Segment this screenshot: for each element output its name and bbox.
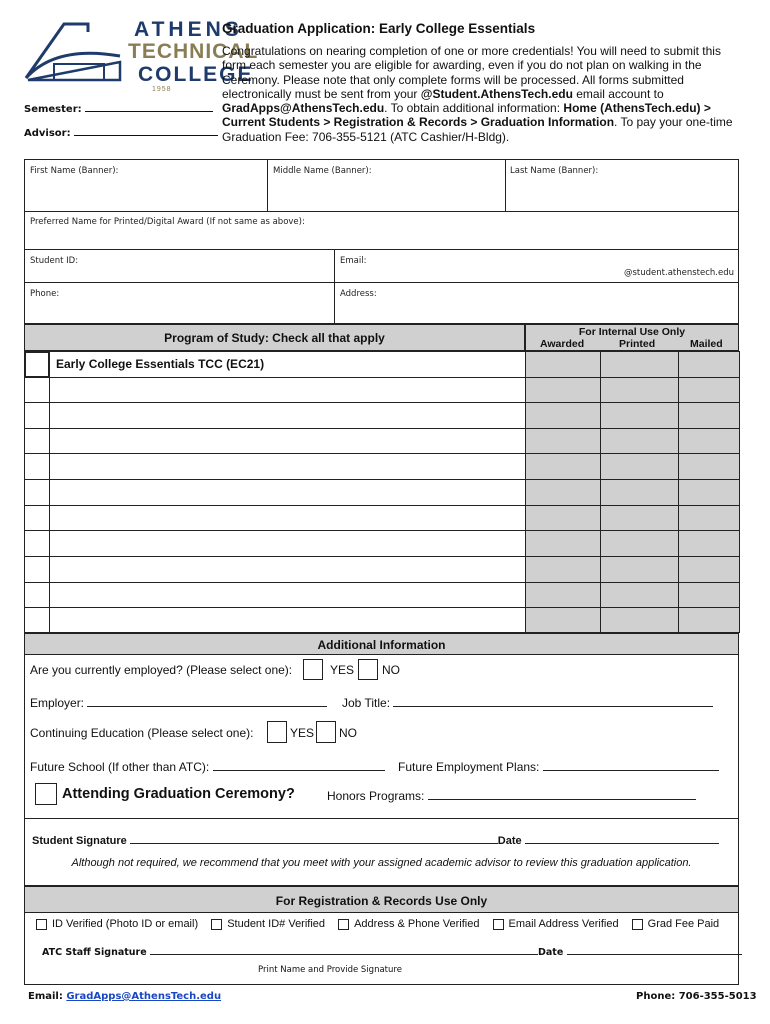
- printed-cell: [600, 607, 679, 633]
- printed-cell: [600, 505, 679, 531]
- intro-paragraph: Congratulations on nearing completion of one or more credentials! You will need to submit this form each semester you are eligible for awarding, even if you do not plan on walking in the Ceremony. Please note that only complete forms will be processed. All forms submitted electronically must be sent from your @Student.AthensTech.edu email account to GradApps@AthensTech.edu. To obtain additional information: Home (AthensTech.edu) > Current Students > Registration & Records > Graduation Information. To pay your one-time Graduation Fee: 706-355-5121 (ATC Cashier/H-Bldg).: [222, 44, 733, 144]
- student-signature-field[interactable]: Student Signature Date: [32, 834, 719, 847]
- printed-cell: [600, 453, 679, 480]
- printed-cell: [600, 402, 679, 429]
- awarded-cell: [525, 582, 601, 608]
- print-name-caption: Print Name and Provide Signature: [258, 965, 402, 975]
- first-name-field[interactable]: First Name (Banner):: [30, 166, 119, 176]
- job-title-field[interactable]: Job Title:: [342, 696, 713, 710]
- awarded-cell: [525, 479, 601, 506]
- employer-field[interactable]: Employer:: [30, 696, 327, 710]
- mailed-cell: [678, 607, 740, 633]
- program-name-cell[interactable]: [49, 556, 526, 583]
- email-verified-check[interactable]: Email Address Verified: [493, 918, 619, 930]
- program-checkbox[interactable]: [24, 479, 50, 506]
- student-id-field[interactable]: Student ID:: [30, 256, 79, 266]
- student-id-verified-check[interactable]: Student ID# Verified: [211, 918, 325, 930]
- awarded-cell: [525, 607, 601, 633]
- footer-phone: Phone: 706-355-5013: [636, 991, 757, 1002]
- printed-cell: [600, 582, 679, 608]
- mailed-cell: [678, 351, 740, 378]
- program-checkbox[interactable]: [24, 428, 50, 454]
- future-plans-field[interactable]: Future Employment Plans:: [398, 760, 719, 774]
- awarded-cell: [525, 351, 601, 378]
- awarded-cell: [525, 453, 601, 480]
- phone-field[interactable]: Phone:: [30, 289, 60, 299]
- internal-use-header: For Internal Use Only Awarded Printed Mailed: [525, 324, 739, 351]
- mailed-cell: [678, 556, 740, 583]
- attending-ceremony-checkbox[interactable]: [35, 783, 57, 805]
- future-school-field[interactable]: Future School (If other than ATC):: [30, 760, 385, 774]
- program-name-cell[interactable]: [49, 607, 526, 633]
- program-name-cell[interactable]: [49, 453, 526, 480]
- footer-email-link[interactable]: GradApps@AthensTech.edu: [66, 991, 222, 1002]
- last-name-field[interactable]: Last Name (Banner):: [510, 166, 599, 176]
- program-name-cell[interactable]: [49, 377, 526, 403]
- employed-no-checkbox[interactable]: [358, 659, 378, 680]
- form-title: Graduation Application: Early College Essentials: [222, 21, 536, 36]
- program-name-cell[interactable]: [49, 479, 526, 506]
- preferred-name-field[interactable]: Preferred Name for Printed/Digital Award (If not same as above):: [30, 217, 305, 227]
- additional-info-header: Additional Information: [24, 633, 739, 655]
- program-checkbox[interactable]: [24, 402, 50, 429]
- program-checkbox[interactable]: [24, 377, 50, 403]
- printed-cell: [600, 479, 679, 506]
- honors-field[interactable]: Honors Programs:: [327, 789, 696, 803]
- grad-fee-paid-check[interactable]: Grad Fee Paid: [632, 918, 720, 930]
- mailed-cell: [678, 505, 740, 531]
- verification-checks: [36, 918, 736, 930]
- program-checkbox[interactable]: [24, 556, 50, 583]
- printed-cell: [600, 428, 679, 454]
- program-name: Early College Essentials TCC (EC21): [56, 357, 265, 371]
- awarded-cell: [525, 505, 601, 531]
- attending-ceremony-label: Attending Graduation Ceremony?: [62, 786, 295, 802]
- advisor-note: Although not required, we recommend that you meet with your assigned academic advisor to review this graduation application.: [71, 857, 692, 869]
- staff-signature-field[interactable]: ATC Staff Signature Date: [42, 945, 742, 958]
- printed-cell: [600, 377, 679, 403]
- registrar-header: For Registration & Records Use Only: [24, 886, 739, 913]
- printed-cell: [600, 351, 679, 378]
- awarded-cell: [525, 556, 601, 583]
- employed-yes-checkbox[interactable]: [303, 659, 323, 680]
- cont-ed-no-checkbox[interactable]: [316, 721, 336, 743]
- program-checkbox[interactable]: [24, 530, 50, 557]
- program-name-cell[interactable]: [49, 530, 526, 557]
- mailed-cell: [678, 453, 740, 480]
- mailed-cell: [678, 582, 740, 608]
- printed-cell: [600, 556, 679, 583]
- mailed-cell: [678, 402, 740, 429]
- mailed-cell: [678, 530, 740, 557]
- mailed-cell: [678, 428, 740, 454]
- awarded-cell: [525, 428, 601, 454]
- program-checkbox[interactable]: [24, 607, 50, 633]
- program-checkbox[interactable]: [24, 582, 50, 608]
- mailed-cell: [678, 377, 740, 403]
- address-phone-verified-check[interactable]: Address & Phone Verified: [338, 918, 479, 930]
- logo-mark-icon: [24, 18, 124, 82]
- continuing-education-question: Continuing Education (Please select one):: [30, 726, 254, 740]
- address-field[interactable]: Address:: [340, 289, 377, 299]
- email-field[interactable]: Email:: [340, 256, 367, 266]
- program-name-cell[interactable]: [49, 505, 526, 531]
- program-checkbox[interactable]: [24, 453, 50, 480]
- semester-field[interactable]: Semester:: [24, 104, 213, 115]
- advisor-field[interactable]: Advisor:: [24, 128, 218, 139]
- program-header: Program of Study: Check all that apply: [24, 324, 525, 351]
- signature-box: [24, 818, 739, 886]
- awarded-cell: [525, 377, 601, 403]
- college-logo: ATHENS TECHNICAL COLLEGE 1958: [24, 18, 219, 100]
- middle-name-field[interactable]: Middle Name (Banner):: [273, 166, 372, 176]
- awarded-cell: [525, 530, 601, 557]
- cont-ed-yes-checkbox[interactable]: [267, 721, 287, 743]
- mailed-cell: [678, 479, 740, 506]
- awarded-cell: [525, 402, 601, 429]
- program-checkbox[interactable]: [24, 351, 50, 378]
- footer-email: Email: GradApps@AthensTech.edu: [28, 991, 222, 1002]
- program-name-cell[interactable]: [49, 351, 526, 378]
- email-suffix: @student.athenstech.edu: [624, 268, 735, 278]
- program-checkbox[interactable]: [24, 505, 50, 531]
- program-name-cell[interactable]: [49, 402, 526, 429]
- employed-question: Are you currently employed? (Please select one):: [30, 663, 293, 677]
- program-name-cell[interactable]: [49, 428, 526, 454]
- printed-cell: [600, 530, 679, 557]
- program-name-cell[interactable]: [49, 582, 526, 608]
- id-verified-check[interactable]: ID Verified (Photo ID or email): [36, 918, 198, 930]
